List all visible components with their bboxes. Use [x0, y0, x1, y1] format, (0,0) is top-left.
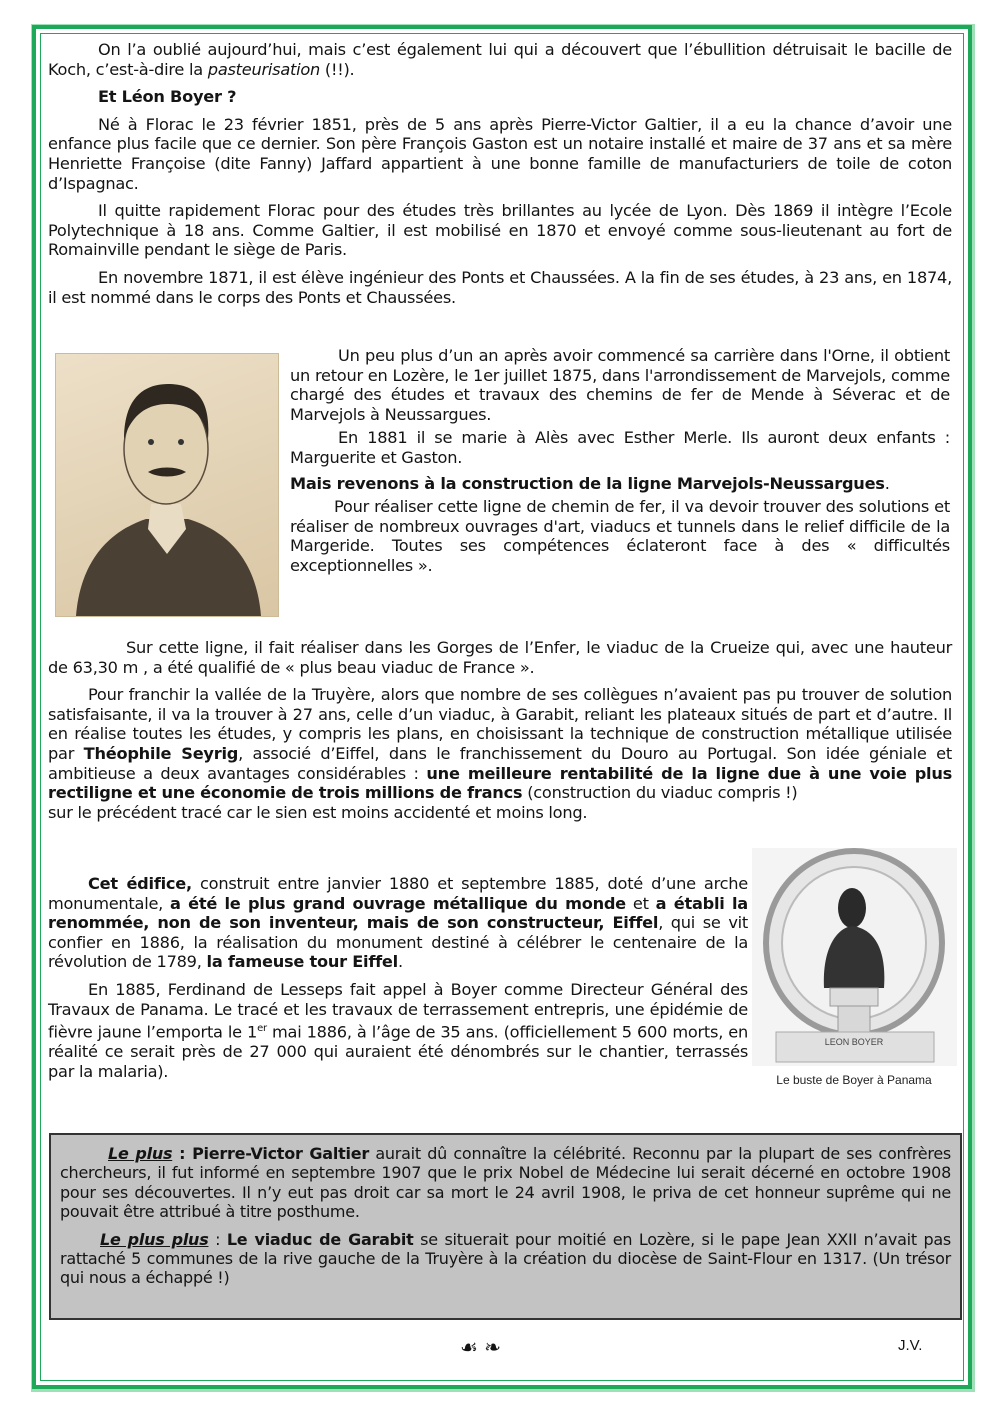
paragraph-garabit-end: sur le précédent tracé car le sien est moins accidenté et moins long. [48, 802, 588, 822]
bust-sculpture [752, 848, 957, 1066]
bust-image [752, 848, 957, 1066]
paragraph-birth: Né à Florac le 23 février 1851, près de 5 ans après Pierre-Victor Galtier, il a eu la chance d’avoir une enfance plus facile que ce dernier. Son père François Gaston est un notaire installé et maire de 37 ans et sa mère Henriette Françoise (dite Fanny) Jaffard appartient à une bonne famille de manufacturiers de toile de coton d’Ispagnac. [48, 114, 952, 193]
box-paragraph-galtier: Le plus : Pierre-Victor Galtier aurait dû connaître la célébrité. Reconnu par la plupart de ses confrères chercheurs, il fut informé en septembre 1907 que le prix Nobel de Médecine lui serait décerné en octobre 1908 pour ses découvertes. Il n’y eut pas droit car sa mort le 24 avril 1908, le priva de cet honneur suprême qui ne pouvait être attribué à titre posthume. [60, 1144, 951, 1222]
portrait-engraving [56, 354, 278, 616]
article-top [48, 40, 952, 307]
bust-caption: Le buste de Boyer à Panama [776, 1073, 932, 1087]
paragraph-studies: Il quitte rapidement Florac pour des études très brillantes au lycée de Lyon. Dès 1869 il intègre l’Ecole Polytechnique à 18 ans. Comme Galtier, il est mobilisé en 1870 et envoyé comme sous-lieutenant au fort de Romainville pendant le siège de Paris. [48, 201, 952, 260]
paragraph-marriage: En 1881 il se marie à Alès avec Esther Merle. Ils auront deux enfants : Marguerite et Gaston. [290, 428, 950, 467]
article-right-column [290, 346, 950, 576]
box-paragraph-garabit: Le plus plus : Le viaduc de Garabit se situerait pour moitié en Lozère, si le pape Jean XXII n’avait pas rattaché 5 communes de la rive gauche de la Truyère à la création du diocèse de Saint-Flour en 1317. (Un trésor qui nous a échappé !) [60, 1229, 952, 1288]
portrait-image [55, 353, 279, 617]
paragraph-ouvrages: Pour réaliser cette ligne de chemin de fer, il va devoir trouver des solutions et réaliser de nombreux ouvrages d'art, viaducs et tunnels dans le relief difficile de la Margeride. Toutes ses compétences éclateront face à des « difficultés exceptionnelles ». [290, 497, 950, 575]
bust-plaque-text: LEON BOYER [824, 1037, 884, 1047]
paragraph-pasteurisation: On l’a oublié aujourd’hui, mais c’est également lui qui a découvert que l’ébullition détruisait le bacille de Koch, c’est-à-dire la pasteurisation (!!). [48, 40, 952, 79]
article-lower-left [48, 874, 748, 1081]
paragraph-crueize: Sur cette ligne, il fait réaliser dans les Gorges de l’Enfer, le viaduc de la Crueize qui, avec une hauteur de 63,30 m , a été qualifié de « plus beau viaduc de France ». [48, 638, 952, 677]
paragraph-lozere-return: Un peu plus d’un an après avoir commencé sa carrière dans l'Orne, il obtient un retour en Lozère, le 1er juillet 1875, dans l'arrondissement de Marvejols, comme chargé des études et travaux des chemins de fer de Mende à Séverac et de Marvejols à Neussargues. [290, 346, 950, 424]
article-middle [48, 638, 952, 822]
section-heading: Et Léon Boyer ? [98, 87, 237, 107]
paragraph-edifice: Cet édifice, construit entre janvier 1880 et septembre 1885, doté d’une arche monumentale, a été le plus grand ouvrage métallique du monde et a établi la renommée, non de son inventeur, mais de son constructeur, Eiffel, qui se vit confier en 1886, la réalisation du monument destiné à célébrer le centenaire de la révolution de 1789, la fameuse tour Eiffel. [48, 874, 748, 972]
paragraph-garabit: Pour franchir la vallée de la Truyère, alors que nombre de ses collègues n’avaient pas pu trouver de solution satisfaisante, il va la trouver à 27 ans, celle d’un viaduc, à Garabit, reliant les plateaux situés de part et d’autre. Il en réalise toutes les études, y compris les plans, en choisissant la technique de construction métallique utilisée par Théophile Seyrig, associé d’Eiffel, dans le franchissement du Douro au Portugal. Son idée géniale et ambitieuse a deux avantages considérables : une meilleure rentabilité de la ligne due à une voie plus rectiligne et une économie de trois millions de francs (construction du viaduc compris !) [48, 685, 952, 803]
le-plus-box [49, 1133, 962, 1320]
paragraph-panama: En 1885, Ferdinand de Lesseps fait appel à Boyer comme Directeur Général des Travaux de Panama. Le tracé et les travaux de terrassement entrepris, une épidémie de fièvre jaune l’emporta le 1er mai 1886, à l’âge de 35 ans. (officiellement 5 600 morts, en réalité ce serait près de 27 000 qui auraient été dénombrés sur le chantier, terrassés par la malaria). [48, 979, 748, 1081]
paragraph-ponts-chaussees: En novembre 1871, il est élève ingénieur des Ponts et Chaussées. A la fin de ses études, à 23 ans, en 1874, il est nommé dans le corps des Ponts et Chaussées. [48, 267, 952, 307]
ornament-icon: ☙ ❧ [460, 1335, 502, 1359]
author-signature: J.V. [898, 1337, 923, 1354]
subheading-ligne: Mais revenons à la construction de la ligne Marvejols-Neussargues. [290, 473, 890, 493]
